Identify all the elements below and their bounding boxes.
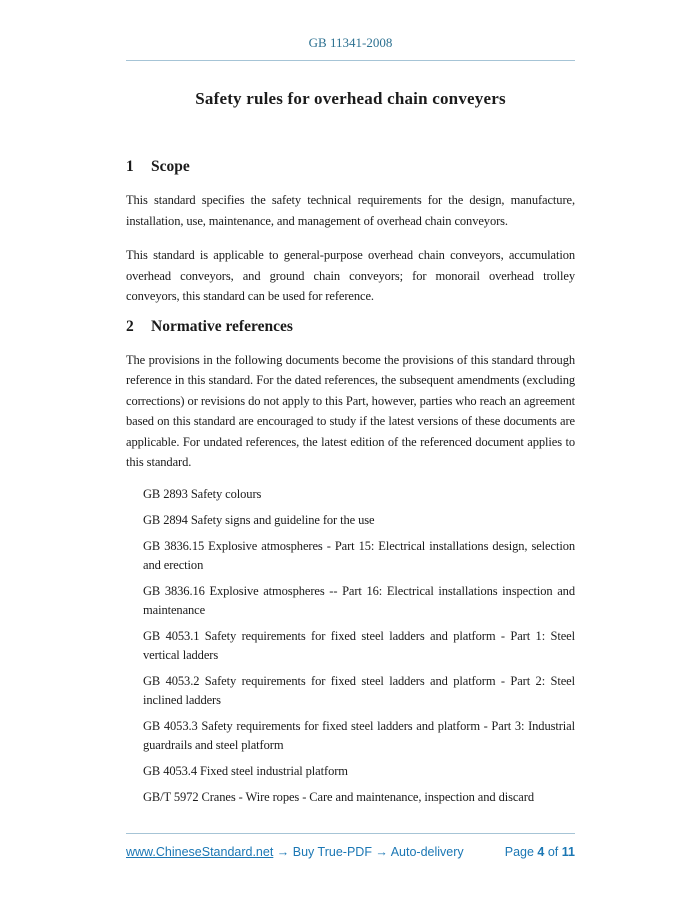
section-normative-references [126, 317, 575, 807]
reference-item: GB 2894 Safety signs and guideline for the use [143, 512, 375, 527]
of-label: of [547, 845, 559, 859]
reference-item: GB 4053.4 Fixed steel industrial platform [143, 763, 348, 778]
footer-divider [126, 833, 575, 834]
section-title: Scope [151, 158, 190, 175]
footer-promo-text: → Buy True-PDF → Auto-delivery [276, 845, 464, 859]
paragraph: This standard is applicable to general-purpose overhead chain conveyors, accumulation overhead conveyors, and ground chain conveyors; for monorail overhead trolley conveyors, this standard can be used for reference. [126, 248, 575, 303]
reference-item: GB 3836.15 Explosive atmospheres - Part 15: Electrical installations design, selection and erection [143, 538, 575, 572]
document-title: Safety rules for overhead chain conveyers [195, 89, 506, 108]
section-1-heading [126, 157, 575, 176]
reference-item: GB 2893 Safety colours [143, 486, 262, 501]
references-list [126, 485, 575, 807]
section-number: 1 [126, 158, 134, 175]
footer-row [126, 845, 575, 859]
page-indicator [505, 845, 575, 859]
reference-item: GB 3836.16 Explosive atmospheres -- Part 16: Electrical installations inspection and maintenance [143, 583, 575, 617]
page-content [126, 0, 575, 814]
page-current: 4 [537, 845, 545, 859]
document-header [126, 0, 575, 61]
reference-item: GB 4053.2 Safety requirements for fixed steel ladders and platform - Part 2: Steel inclined ladders [143, 673, 575, 707]
standard-code: GB 11341-2008 [308, 35, 393, 50]
reference-item: GB 4053.1 Safety requirements for fixed steel ladders and platform - Part 1: Steel vertical ladders [143, 628, 575, 662]
section-scope [126, 157, 575, 307]
header-divider [126, 60, 575, 61]
page-label: Page [504, 845, 534, 859]
reference-item: GB 4053.3 Safety requirements for fixed steel ladders and platform - Part 3: Industrial guardrails and steel platform [143, 718, 575, 752]
section-title: Normative references [151, 317, 293, 335]
section-number: 2 [126, 317, 134, 335]
reference-item: GB/T 5972 Cranes - Wire ropes - Care and maintenance, inspection and discard [143, 789, 534, 804]
page-footer [126, 833, 575, 859]
chinesestandard-link[interactable]: www.ChineseStandard.net [126, 845, 274, 859]
section-2-heading [126, 317, 575, 336]
page-total: 11 [561, 845, 575, 859]
footer-promo [126, 845, 464, 859]
paragraph: The provisions in the following documents become the provisions of this standard through reference in this standard. For the dated references, the subsequent amendments (excluding corrections) or revisions do not apply to this Part, however, parties who reach an agreement based on this standard are encouraged to study if the latest versions of these documents are applicable. For undated references, the latest edition of the referenced document applies to this standard. [126, 352, 575, 469]
paragraph: This standard specifies the safety technical requirements for the design, manufacture, installation, use, maintenance, and management of overhead chain conveyors. [126, 193, 575, 228]
